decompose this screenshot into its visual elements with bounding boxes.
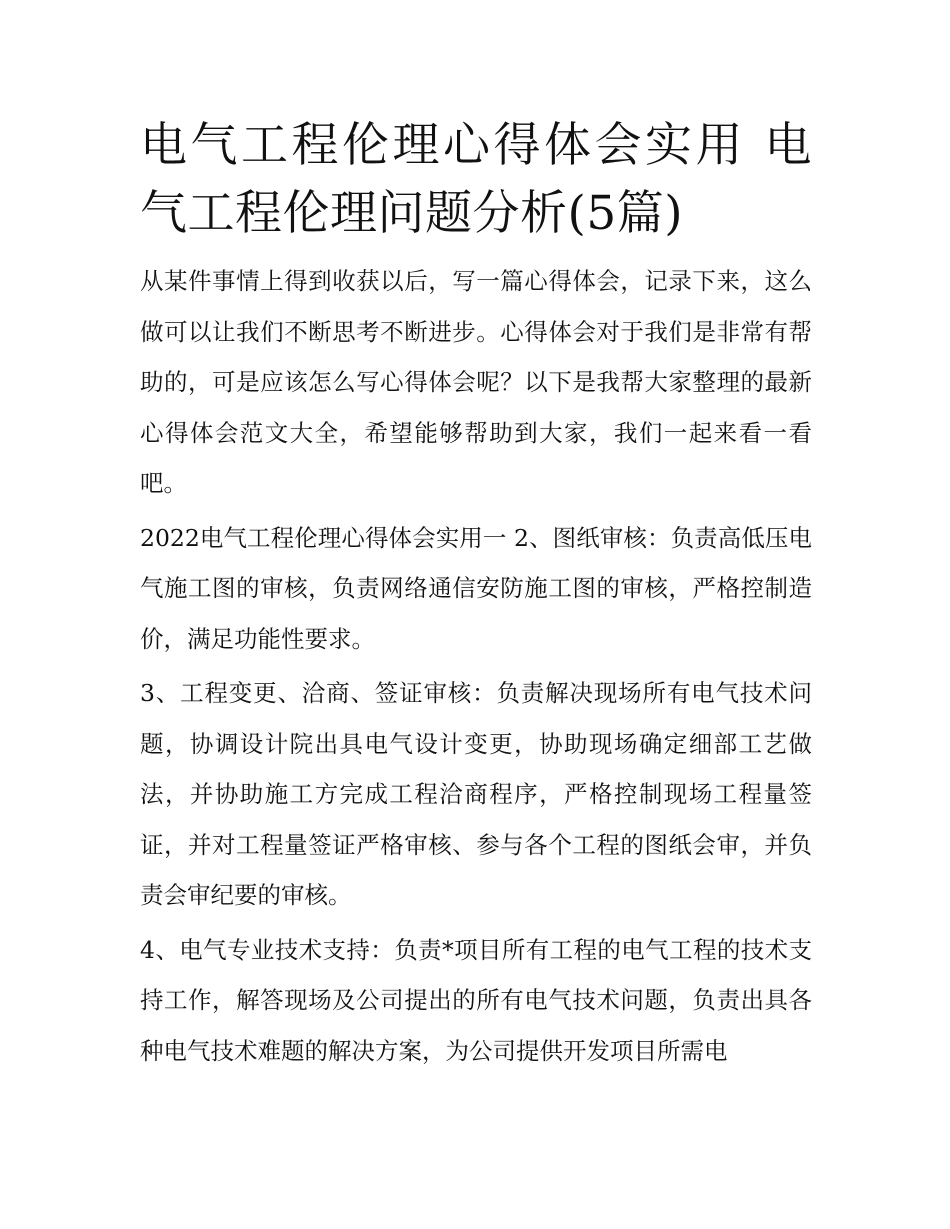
drawing-review-paragraph: 2022电气工程伦理心得体会实用一 2、图纸审核：负责高低压电气施工图的审核，负责网络通信安防施工图的审核，严格控制造价，满足功能性要求。: [140, 523, 812, 653]
engineering-change-paragraph: 3、工程变更、洽商、签证审核：负责解决现场所有电气技术问题，协调设计院出具电气设计变更，协助现场确定细部工艺做法，并协助施工方完成工程洽商程序，严格控制现场工程量签证，并对工程量签证严格审核、参与各个工程的图纸会审，并负责会审纪要的审核。: [140, 679, 812, 909]
intro-paragraph: 从某件事情上得到收获以后，写一篇心得体会，记录下来，这么做可以让我们不断思考不断进步。心得体会对于我们是非常有帮助的，可是应该怎么写心得体会呢？以下是我帮大家整理的最新心得体会范文大全，希望能够帮助到大家，我们一起来看一看吧。: [140, 267, 812, 497]
document-title: 电气工程伦理心得体会实用 电气工程伦理问题分析(5篇): [140, 118, 812, 241]
document-body: [140, 112, 812, 1080]
technical-support-paragraph: 4、电气专业技术支持：负责*项目所有工程的电气工程的技术支持工作，解答现场及公司提出的所有电气技术问题，负责出具各种电气技术难题的解决方案，为公司提供开发项目所需电: [140, 935, 812, 1065]
